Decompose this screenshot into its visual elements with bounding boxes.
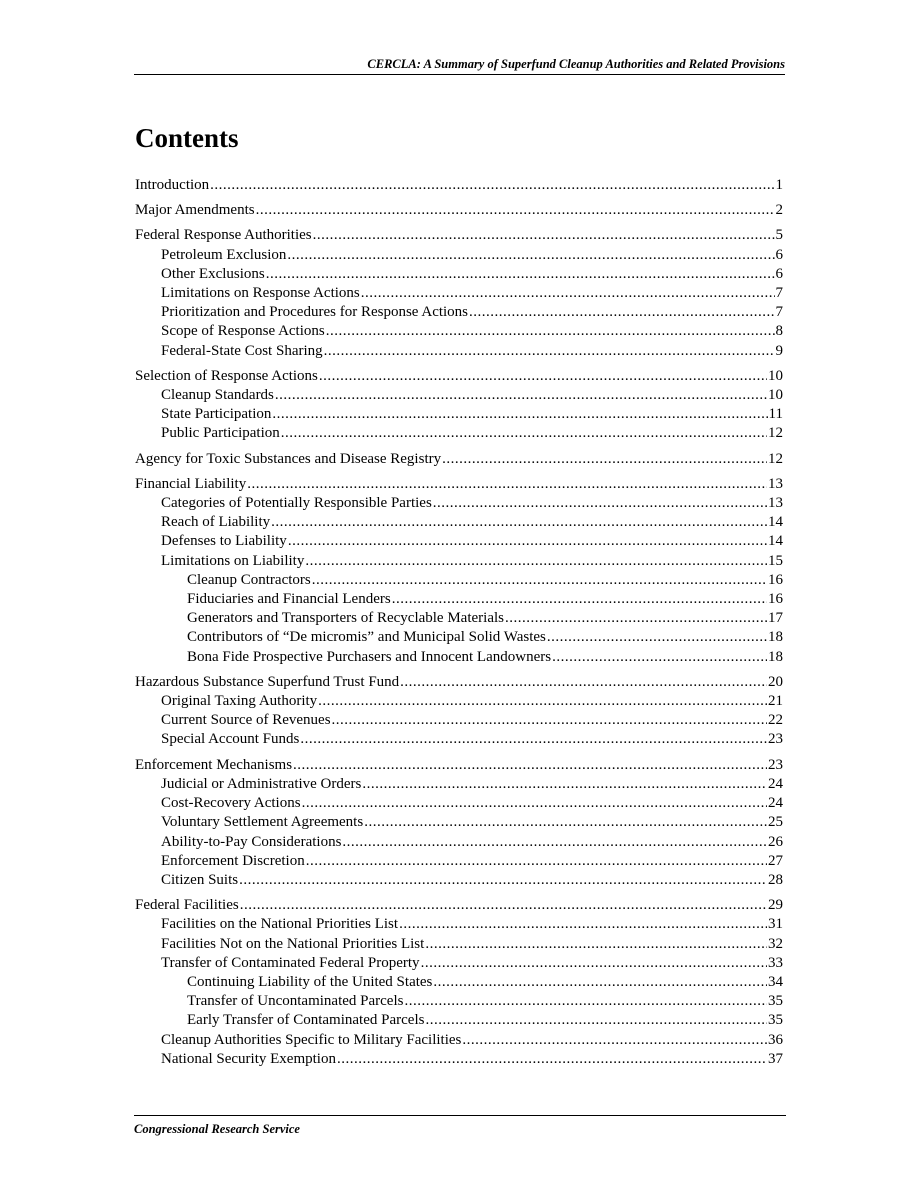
toc-entry-page: 20	[768, 673, 783, 690]
toc-entry-title: Transfer of Contaminated Federal Property	[161, 954, 420, 971]
toc-entry[interactable]	[135, 915, 783, 934]
toc-entry[interactable]	[135, 935, 783, 954]
toc-entry-page: 12	[768, 425, 783, 442]
toc-entry-title: Categories of Potentially Responsible Parties	[161, 495, 432, 512]
toc-entry-page: 21	[768, 693, 783, 710]
toc-dot-leader	[247, 475, 767, 494]
toc-dot-leader	[287, 246, 774, 265]
toc-entry-page: 31	[768, 916, 783, 933]
toc-entry-page: 6	[775, 265, 783, 282]
toc-dot-leader	[326, 322, 775, 341]
toc-entry-page: 37	[768, 1050, 783, 1067]
toc-entry-title: Limitations on Liability	[161, 552, 305, 569]
toc-dot-leader	[312, 571, 767, 590]
toc-dot-leader	[300, 730, 767, 749]
toc-dot-leader	[399, 915, 767, 934]
toc-dot-leader	[421, 954, 767, 973]
toc-entry[interactable]	[135, 367, 783, 386]
toc-entry-page: 6	[775, 246, 783, 263]
toc-entry[interactable]	[135, 590, 783, 609]
toc-entry-page: 18	[768, 648, 783, 665]
toc-entry-page: 13	[768, 495, 783, 512]
toc-entry-page: 25	[768, 814, 783, 831]
toc-entry-page: 10	[768, 387, 783, 404]
toc-entry-title: Generators and Transporters of Recyclable Materials	[187, 610, 504, 627]
toc-dot-leader	[281, 424, 767, 443]
toc-entry-title: Major Amendments	[135, 202, 255, 219]
toc-entry[interactable]	[135, 386, 783, 405]
toc-entry[interactable]	[135, 648, 783, 667]
toc-dot-leader	[275, 386, 767, 405]
toc-entry[interactable]	[135, 475, 783, 494]
toc-entry-page: 29	[768, 897, 783, 914]
toc-entry-title: Agency for Toxic Substances and Disease Registry	[135, 450, 442, 467]
toc-dot-leader	[433, 973, 767, 992]
toc-entry[interactable]	[135, 1011, 783, 1030]
toc-entry-page: 23	[768, 756, 783, 773]
toc-entry[interactable]	[135, 852, 783, 871]
toc-dot-leader	[210, 176, 774, 195]
toc-entry-page: 35	[768, 993, 783, 1010]
toc-entry[interactable]	[135, 552, 783, 571]
toc-entry[interactable]	[135, 265, 783, 284]
toc-entry[interactable]	[135, 513, 783, 532]
toc-entry[interactable]	[135, 342, 783, 361]
toc-entry[interactable]	[135, 609, 783, 628]
toc-entry[interactable]	[135, 450, 783, 469]
toc-entry-title: Original Taxing Authority	[161, 693, 318, 710]
toc-entry-title: Judicial or Administrative Orders	[161, 775, 362, 792]
toc-entry-page: 28	[768, 871, 783, 888]
toc-dot-leader	[469, 303, 774, 322]
toc-entry-page: 12	[768, 450, 783, 467]
toc-entry[interactable]	[135, 176, 783, 195]
toc-entry-title: Selection of Response Actions	[135, 367, 318, 384]
toc-entry[interactable]	[135, 896, 783, 915]
toc-entry-page: 14	[768, 514, 783, 531]
toc-entry-title: Public Participation	[161, 425, 280, 442]
toc-dot-leader	[462, 1031, 767, 1050]
toc-entry-title: Hazardous Substance Superfund Trust Fund	[135, 673, 400, 690]
toc-entry-page: 16	[768, 571, 783, 588]
toc-entry-title: State Participation	[161, 406, 272, 423]
toc-entry[interactable]	[135, 954, 783, 973]
toc-entry-page: 8	[775, 323, 783, 340]
toc-entry[interactable]	[135, 794, 783, 813]
toc-entry-title: Early Transfer of Contaminated Parcels	[187, 1012, 425, 1029]
toc-dot-leader	[342, 833, 767, 852]
toc-entry-page: 33	[768, 954, 783, 971]
toc-entry-page: 7	[775, 304, 783, 321]
toc-dot-leader	[337, 1050, 767, 1069]
toc-entry-page: 5	[775, 227, 783, 244]
toc-dot-leader	[318, 692, 767, 711]
toc-entry-title: Facilities Not on the National Priorities List	[161, 935, 425, 952]
toc-entry-page: 24	[768, 775, 783, 792]
toc-dot-leader	[433, 494, 767, 513]
page-title: Contents	[135, 123, 239, 153]
toc-entry-page: 11	[768, 406, 783, 423]
toc-entry-page: 27	[768, 852, 783, 869]
toc-dot-leader	[266, 265, 775, 284]
toc-dot-leader	[239, 871, 767, 890]
toc-entry[interactable]	[135, 730, 783, 749]
toc-entry-title: Voluntary Settlement Agreements	[161, 814, 364, 831]
toc-entry-title: Transfer of Uncontaminated Parcels	[187, 993, 404, 1010]
toc-entry[interactable]	[135, 322, 783, 341]
toc-entry-page: 35	[768, 1012, 783, 1029]
toc-entry-title: Limitations on Response Actions	[161, 285, 360, 302]
toc-dot-leader	[361, 284, 775, 303]
toc-entry[interactable]	[135, 532, 783, 551]
toc-dot-leader	[425, 935, 767, 954]
toc-entry[interactable]	[135, 673, 783, 692]
toc-entry-page: 1	[775, 177, 783, 193]
toc-entry-title: Ability-to-Pay Considerations	[161, 833, 342, 850]
toc-entry[interactable]	[135, 973, 783, 992]
toc-entry-title: Other Exclusions	[161, 265, 265, 282]
toc-entry-page: 18	[768, 629, 783, 646]
toc-entry-page: 23	[768, 731, 783, 748]
toc-entry-title: Introduction	[135, 177, 210, 193]
toc-dot-leader	[332, 711, 767, 730]
toc-entry-title: Scope of Response Actions	[161, 323, 325, 340]
toc-dot-leader	[302, 794, 767, 813]
toc-entry[interactable]	[135, 871, 783, 890]
toc-entry[interactable]	[135, 756, 783, 775]
toc-entry-page: 7	[775, 285, 783, 302]
table-of-contents	[135, 176, 783, 1069]
toc-dot-leader	[362, 775, 767, 794]
toc-entry-page: 10	[768, 367, 783, 384]
toc-entry[interactable]	[135, 424, 783, 443]
toc-entry-title: Cleanup Standards	[161, 387, 274, 404]
running-header: CERCLA: A Summary of Superfund Cleanup Authorities and Related Provisions	[134, 57, 785, 75]
toc-entry-title: Federal Response Authorities	[135, 227, 312, 244]
toc-entry-page: 14	[768, 533, 783, 550]
toc-entry-title: Fiduciaries and Financial Lenders	[187, 591, 391, 608]
toc-dot-leader	[505, 609, 767, 628]
toc-entry-page: 22	[768, 712, 783, 729]
toc-entry[interactable]	[135, 1050, 783, 1069]
toc-entry-title: Defenses to Liability	[161, 533, 287, 550]
toc-entry[interactable]	[135, 775, 783, 794]
toc-entry-title: National Security Exemption	[161, 1050, 336, 1067]
toc-entry-page: 36	[768, 1031, 783, 1048]
toc-dot-leader	[400, 673, 767, 692]
toc-entry-title: Prioritization and Procedures for Response Actions	[161, 304, 469, 321]
toc-dot-leader	[364, 813, 767, 832]
toc-entry-page: 26	[768, 833, 783, 850]
toc-dot-leader	[288, 532, 767, 551]
toc-entry-title: Special Account Funds	[161, 731, 300, 748]
toc-dot-leader	[552, 648, 767, 667]
toc-dot-leader	[293, 756, 767, 775]
toc-entry-title: Current Source of Revenues	[161, 712, 331, 729]
toc-dot-leader	[271, 513, 767, 532]
toc-entry-title: Enforcement Mechanisms	[135, 756, 293, 773]
toc-entry[interactable]	[135, 833, 783, 852]
toc-dot-leader	[240, 896, 767, 915]
toc-entry[interactable]	[135, 628, 783, 647]
running-footer: Congressional Research Service	[134, 1115, 786, 1137]
toc-entry-page: 16	[768, 591, 783, 608]
toc-dot-leader	[272, 405, 767, 424]
toc-dot-leader	[425, 1011, 767, 1030]
toc-dot-leader	[305, 552, 767, 571]
toc-entry-title: Cost-Recovery Actions	[161, 795, 301, 812]
toc-dot-leader	[313, 226, 775, 245]
toc-entry-title: Citizen Suits	[161, 871, 239, 888]
toc-entry-page: 15	[768, 552, 783, 569]
toc-entry[interactable]	[135, 303, 783, 322]
toc-entry[interactable]	[135, 405, 783, 424]
toc-dot-leader	[256, 201, 775, 220]
toc-dot-leader	[306, 852, 767, 871]
toc-entry-title: Facilities on the National Priorities List	[161, 916, 399, 933]
toc-entry-title: Reach of Liability	[161, 514, 271, 531]
toc-entry-page: 34	[768, 973, 783, 990]
toc-entry-title: Contributors of “De micromis” and Municipal Solid Wastes	[187, 629, 546, 646]
toc-entry-title: Bona Fide Prospective Purchasers and Innocent Landowners	[187, 648, 552, 665]
toc-entry[interactable]	[135, 494, 783, 513]
toc-entry-title: Financial Liability	[135, 475, 247, 492]
toc-entry[interactable]	[135, 711, 783, 730]
toc-dot-leader	[547, 628, 767, 647]
toc-entry-page: 9	[775, 342, 783, 359]
toc-entry[interactable]	[135, 571, 783, 590]
toc-entry[interactable]	[135, 246, 783, 265]
toc-entry-page: 17	[768, 610, 783, 627]
toc-entry[interactable]	[135, 1031, 783, 1050]
toc-dot-leader	[404, 992, 767, 1011]
toc-entry[interactable]	[135, 813, 783, 832]
toc-entry-title: Federal-State Cost Sharing	[161, 342, 323, 359]
toc-entry-title: Cleanup Contractors	[187, 571, 311, 588]
toc-entry-page: 32	[768, 935, 783, 952]
toc-entry[interactable]	[135, 992, 783, 1011]
toc-entry-page: 13	[768, 475, 783, 492]
toc-dot-leader	[392, 590, 767, 609]
toc-entry-page: 2	[775, 202, 783, 219]
toc-entry-title: Petroleum Exclusion	[161, 246, 287, 263]
toc-entry[interactable]	[135, 284, 783, 303]
toc-entry-title: Cleanup Authorities Specific to Military Facilities	[161, 1031, 462, 1048]
toc-dot-leader	[324, 342, 775, 361]
toc-entry[interactable]	[135, 201, 783, 220]
toc-entry-page: 24	[768, 795, 783, 812]
toc-entry-title: Continuing Liability of the United States	[187, 973, 433, 990]
toc-dot-leader	[442, 450, 767, 469]
toc-entry[interactable]	[135, 226, 783, 245]
toc-dot-leader	[319, 367, 767, 386]
toc-entry-title: Federal Facilities	[135, 897, 239, 914]
toc-entry-title: Enforcement Discretion	[161, 852, 305, 869]
toc-entry[interactable]	[135, 692, 783, 711]
